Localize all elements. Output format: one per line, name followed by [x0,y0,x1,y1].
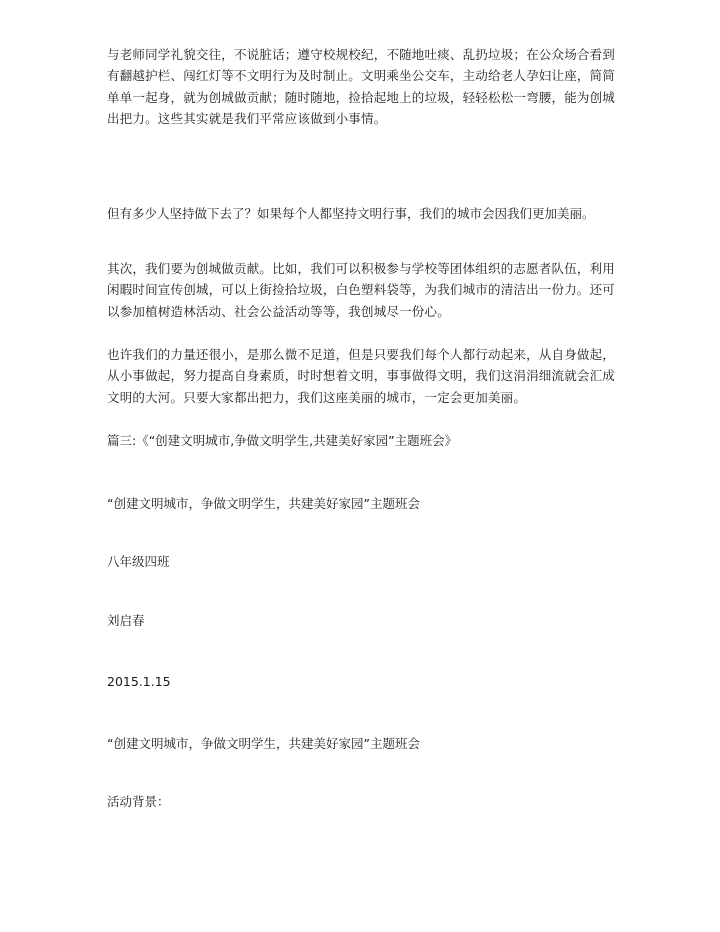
meeting-title-repeat: “创建文明城市，争做文明学生，共建美好家园”主题班会 [107,736,420,751]
meeting-title: “创建文明城市，争做文明学生，共建美好家园”主题班会 [107,496,420,511]
paragraph-civility-actions: 与老师同学礼貌交往，不说脏话；遵守校规校纪，不随地吐痰、乱扔垃圾；在公众场合看到有翻越护栏、闯红灯等不文明行为及时制止。文明乘坐公交车，主动给老人孕妇让座，简简单单一起身，就为创城做贡献；随时随地，捡拾起地上的垃圾，轻轻松松一弯腰，能为创城出把力。这些其实就是我们平常应该做到小事情。 [107,47,616,127]
activity-background-label: 活动背景： [107,794,170,809]
author-name: 刘启春 [107,613,145,628]
class-name: 八年级四班 [107,554,170,569]
paragraph-persistence: 但有多少人坚持做下去了？如果每个人都坚持文明行事，我们的城市会因我们更加美丽。 [107,206,595,221]
paragraph-small-strength: 也许我们的力量还很小，是那么微不足道，但是只要我们每个人都行动起来，从自身做起，从小事做起，努力提高自身素质，时时想着文明，事事做得文明，我们这涓涓细流就会汇成文明的大河。只要大家都出把力，我们这座美丽的城市，一定会更加美丽。 [107,347,616,405]
section-heading: 篇三:《“创建文明城市,争做文明学生,共建美好家园”主题班会》 [107,433,458,448]
paragraph-contribute: 其次，我们要为创城做贡献。比如，我们可以积极参与学校等团体组织的志愿者队伍，利用闲暇时间宣传创城，可以上街捡拾垃圾，白色塑料袋等，为我们城市的清洁出一份力。还可以参加植树造林活动、社会公益活动等等，我创城尽一份心。 [107,261,616,319]
date: 2015.1.15 [107,674,171,689]
